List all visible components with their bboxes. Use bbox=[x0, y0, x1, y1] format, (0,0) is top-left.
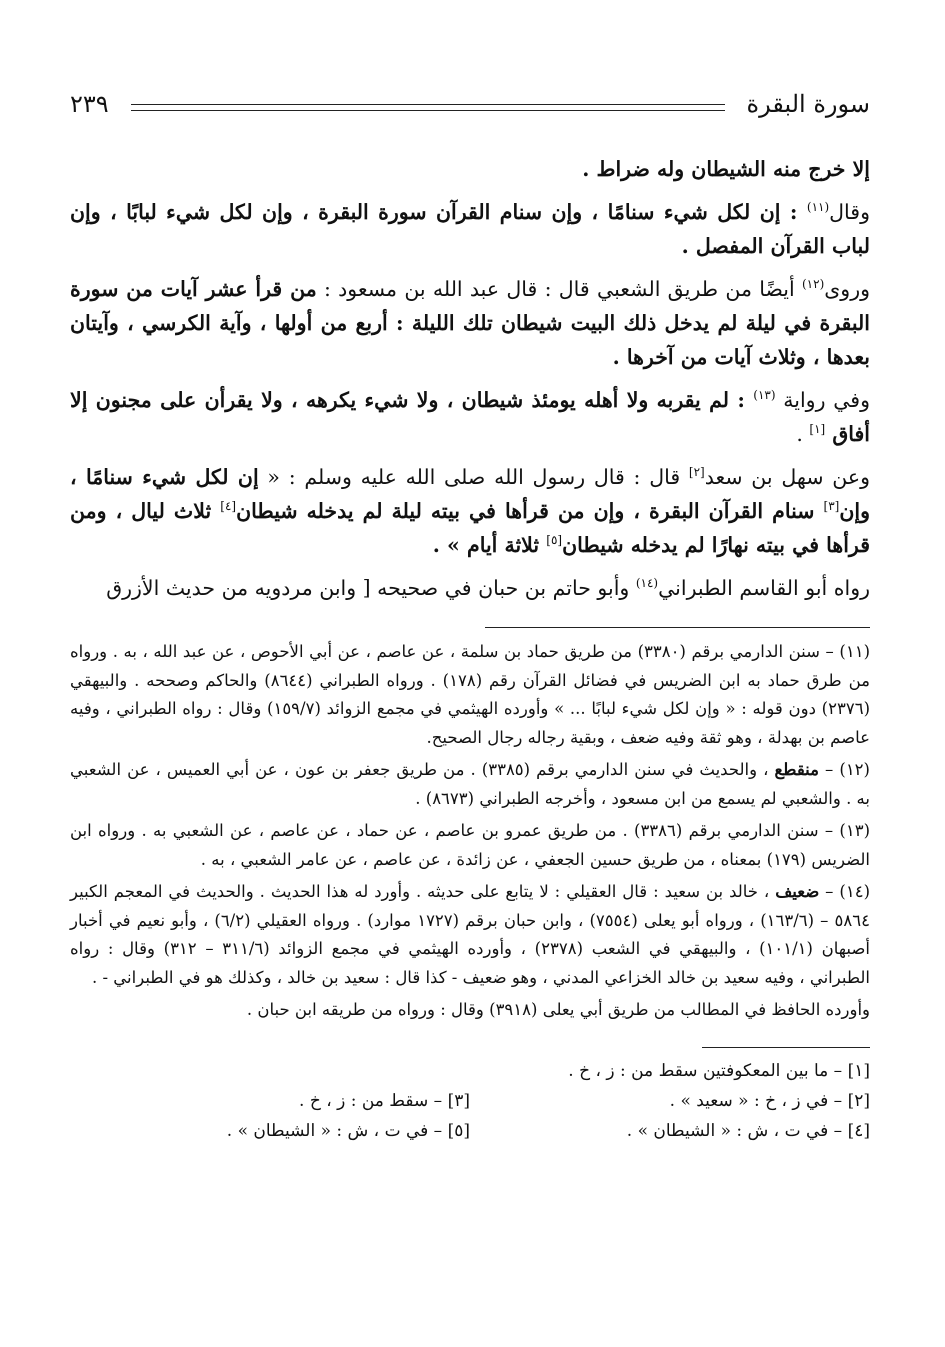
surah-title: سورة البقرة bbox=[746, 90, 870, 118]
footnote-ref-14: (١٤) bbox=[635, 576, 659, 591]
footnote-separator bbox=[485, 627, 870, 628]
page-header bbox=[70, 82, 870, 126]
footnote-continuation: وأورده الحافظ في المطالب من طريق أبي يعلى (٣٩١٨) وقال : ورواه من طريقه ابن حبان . bbox=[246, 1000, 870, 1019]
footnotes bbox=[70, 638, 870, 1025]
variant-ref-4: [٤] bbox=[220, 499, 237, 514]
footnote-ref-11: (١١) bbox=[806, 200, 830, 215]
footnote-13: (١٣) – سنن الدارمي برقم (٣٣٨٦) . من طريق عمرو بن عاصم ، عن حماد ، عن عاصم ، عن الشعبي به . ورواه ابن الضريس (١٧٩) بمعناه ، من طريق حسين الجعفي ، عن زائدة ، عن عاصم ، عن عامر الشعبي ، به . bbox=[70, 821, 870, 869]
textual-variants bbox=[70, 1056, 870, 1146]
page-number: ٢٣٩ bbox=[70, 90, 109, 118]
variant-ref-5: [٥] bbox=[546, 533, 563, 548]
footnote-12 bbox=[70, 756, 870, 813]
paragraph-6 bbox=[70, 571, 870, 605]
book-page bbox=[70, 82, 870, 1146]
paragraph-4 bbox=[70, 383, 870, 451]
p4-lead: وفي رواية bbox=[775, 388, 870, 412]
p5-normal-2: قال : قال رسول الله صلى الله عليه وسلم : « bbox=[258, 465, 689, 489]
variant-2: [٢] – في ز ، خ : « سعيد » . bbox=[669, 1090, 870, 1111]
p5-bold-3: ثلاث ليال ، ومن قرأها في بيته نهارًا لم يدخله شيطان bbox=[70, 499, 870, 557]
variants-separator bbox=[702, 1047, 870, 1048]
paragraph-2 bbox=[70, 195, 870, 263]
paragraph-1: إلا خرج منه الشيطان وله ضراط . bbox=[582, 157, 870, 181]
p4-end: . bbox=[796, 422, 810, 446]
p2-lead: وقال bbox=[829, 200, 870, 224]
p5-end: » . bbox=[432, 533, 467, 557]
p5-bold-4: ثلاثة أيام bbox=[467, 533, 547, 557]
p4-quote: : لم يقربه ولا أهله يومئذ شيطان ، ولا شيء يكرهه ، ولا يقرأن على مجنون إلا أفاق bbox=[70, 388, 870, 446]
paragraph-3 bbox=[70, 272, 870, 374]
paragraph-5 bbox=[70, 460, 870, 562]
variant-row-3 bbox=[70, 1116, 870, 1146]
p6-normal-2: وأبو حاتم بن حبان في صحيحه [ وابن مردويه من حديث الأزرق bbox=[106, 576, 636, 600]
variant-1: [١] – ما بين المعكوفتين سقط من : ز ، خ . bbox=[568, 1060, 870, 1081]
variant-ref-1: [١] bbox=[809, 422, 826, 437]
variant-5: [٥] – في ت ، ش : « الشيطان » . bbox=[226, 1120, 470, 1141]
main-text bbox=[70, 152, 870, 605]
variant-row-1 bbox=[70, 1056, 870, 1086]
p5-normal-1: وعن سهل بن سعد bbox=[704, 465, 871, 489]
fn14-number: (١٤) – bbox=[819, 882, 870, 901]
fn14-text: ، خالد بن سعيد : قال العقيلي : لا يتابع على حديثه . وأورد له هذا الحديث . والحديث في المعجم الكبير ٥٨٦٤ – (١٦٣/٦) ، ورواه أبو يعلى (٧٥٥٤) ، وابن حبان برقم (١٧٢٧ موارد) . ورواه العقيلي (٦/٢) ، وأبو نعيم في أخبار أصبهان (١٠١/١) ، والبيهقي في الشعب (٢٣٧٨) ، وأورده الهيثمي في مجمع الزوائد (٣١١/٦ – ٣١٢) وقال : رواه الطبراني ، وفيه سعيد بن خالد الخزاعي المدني ، وهو ضعيف - كذا قال : سعيد بن خالد ، وكذلك هو في الطبراني - . bbox=[70, 882, 870, 987]
footnote-11: (١١) – سنن الدارمي برقم (٣٣٨٠) من طريق حماد بن سلمة ، عن عاصم ، عن أبي الأحوص ، عن عبد الله ، به . ورواه من طرق حماد به ابن الضريس في فضائل القرآن رقم (١٧٨) . ورواه الطبراني (٨٦٤٤) والحاكم وصححه . والبيهقي (٢٣٧٦) دون قوله : « وإن لكل شيء لبابًا ... » وأورده الهيثمي في مجمع الزوائد (١٥٩/٧) وقال : رواه الطبراني ، وفيه عاصم بن بهدلة ، وهو ثقة وفيه ضعف ، وبقية رجاله رجال الصحيح. bbox=[70, 642, 870, 747]
p5-bold-2: سنام القرآن البقرة ، وإن من قرأها في بيته ليلة لم يدخله شيطان bbox=[236, 499, 824, 523]
fn12-text: ، والحديث في سنن الدارمي برقم (٣٣٨٥) . من طريق جعفر بن عون ، عن أبي العميس ، عن الشعبي به . والشعبي لم يسمع من ابن مسعود ، وأخرجه الطبراني (٨٦٧٣) . bbox=[70, 760, 870, 808]
p6-normal-1: رواه أبو القاسم الطبراني bbox=[658, 576, 870, 600]
p2-quote: : إن لكل شيء سنامًا ، وإن سنام القرآن سورة البقرة ، وإن لكل شيء لبابًا ، وإن لباب القرآن المفصل . bbox=[70, 200, 870, 258]
p5-bold-1: إن لكل شيء سنامًا ، وإن bbox=[70, 465, 871, 523]
fn12-grade: منقطع bbox=[774, 760, 819, 779]
fn12-number: (١٢) – bbox=[819, 760, 870, 779]
footnote-ref-12: (١٢) bbox=[801, 277, 825, 292]
variant-ref-3: [٣] bbox=[823, 499, 840, 514]
variant-row-2 bbox=[70, 1086, 870, 1116]
p3-quote: من قرأ عشر آيات من سورة البقرة في ليلة لم يدخل ذلك البيت شيطان تلك الليلة : أربع من أولها ، وآية الكرسي ، وآيتان بعدها ، وثلاث آيات من آخرها . bbox=[70, 277, 870, 369]
footnote-14 bbox=[70, 878, 870, 992]
p3-lead: وروى bbox=[824, 277, 870, 301]
variant-4: [٤] – في ت ، ش : « الشيطان » . bbox=[626, 1120, 870, 1141]
variant-3: [٣] – سقط من : ز ، خ . bbox=[299, 1090, 470, 1111]
fn14-grade: ضعيف bbox=[775, 882, 820, 901]
header-rule bbox=[131, 104, 725, 111]
p3-normal: أيضًا من طريق الشعبي قال : قال عبد الله بن مسعود : bbox=[316, 277, 802, 301]
variant-ref-2: [٢] bbox=[688, 465, 705, 480]
footnote-ref-13: (١٣) bbox=[753, 388, 776, 403]
